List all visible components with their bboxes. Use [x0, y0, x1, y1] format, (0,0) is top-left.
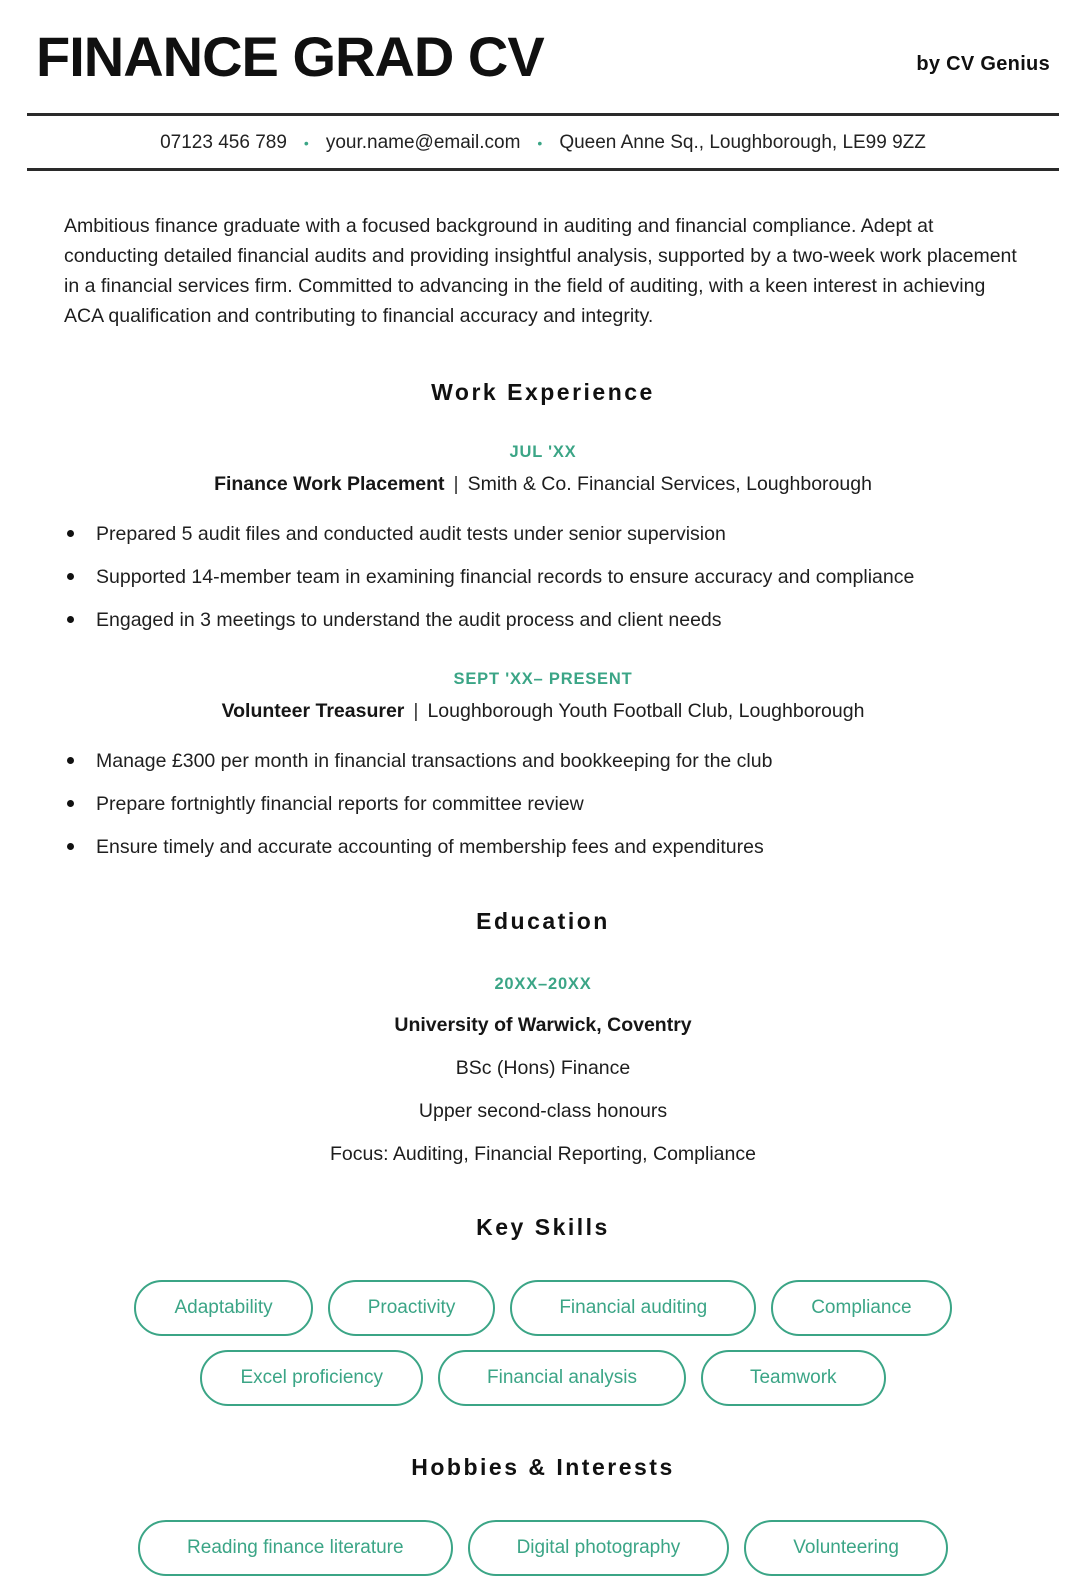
contact-address: Queen Anne Sq., Loughborough, LE99 9ZZ — [559, 131, 926, 153]
section-heading-key-skills: Key Skills — [476, 1213, 610, 1240]
job-role: Volunteer Treasurer — [221, 699, 405, 722]
job-bullet: Prepare fortnightly financial reports for committee review — [64, 791, 1022, 817]
contact-phone: 07123 456 789 — [160, 131, 287, 153]
education-degree: BSc (Hons) Finance — [455, 1056, 631, 1079]
hobbies-row — [0, 1520, 1086, 1576]
hobby-pill: Volunteering — [744, 1520, 948, 1576]
job-date: JUL 'XX — [509, 442, 577, 461]
skill-pill: Financial auditing — [510, 1280, 756, 1336]
education-focus: Focus: Auditing, Financial Reporting, Compliance — [330, 1142, 756, 1165]
header-rule-bottom — [27, 168, 1059, 171]
skills-row-1 — [0, 1280, 1086, 1336]
education-grade: Upper second-class honours — [418, 1099, 668, 1122]
pipe-separator: | — [413, 699, 419, 722]
education-date: 20XX–20XX — [494, 974, 592, 993]
contact-email: your.name@email.com — [325, 131, 521, 153]
masthead — [0, 25, 1086, 88]
job-bullet: Engaged in 3 meetings to understand the audit process and client needs — [64, 607, 1022, 633]
job-entry — [0, 670, 1086, 860]
byline: by CV Genius — [916, 52, 1050, 75]
skill-pill: Proactivity — [328, 1280, 496, 1336]
job-date: SEPT 'XX– PRESENT — [453, 669, 633, 688]
job-bullet: Supported 14-member team in examining financial records to ensure accuracy and compliance — [64, 564, 1022, 590]
section-heading-work-experience: Work Experience — [431, 378, 655, 405]
education-entry — [0, 975, 1086, 1166]
job-title-line — [0, 473, 1086, 496]
hobby-pill: Digital photography — [468, 1520, 730, 1576]
job-title-line — [0, 700, 1086, 723]
page-title: FINANCE GRAD CV — [36, 25, 544, 88]
contact-bar — [0, 116, 1086, 168]
job-bullet: Manage £300 per month in financial transactions and bookkeeping for the club — [64, 748, 1022, 774]
dot-separator-icon: • — [537, 134, 543, 151]
section-heading-hobbies: Hobbies & Interests — [411, 1453, 675, 1480]
job-bullet-list — [0, 521, 1086, 633]
section-heading-education: Education — [476, 907, 610, 934]
summary-paragraph: Ambitious finance graduate with a focused background in auditing and financial compliance. Adept at conducting detailed financial audits and providing insightful analysis, supported by a two-week work placement in a financial services firm. Committed to advancing in the field of auditing, with a keen interest in achieving ACA qualification and contributing to financial accuracy and integrity. — [64, 214, 1017, 327]
skill-pill: Financial analysis — [438, 1350, 686, 1406]
job-org: Smith & Co. Financial Services, Loughborough — [467, 472, 872, 495]
job-bullet: Prepared 5 audit files and conducted audit tests under senior supervision — [64, 521, 1022, 547]
skill-pill: Excel proficiency — [200, 1350, 423, 1406]
job-bullet: Ensure timely and accurate accounting of membership fees and expenditures — [64, 834, 1022, 860]
skills-row-2 — [0, 1350, 1086, 1406]
job-entry — [0, 443, 1086, 633]
skill-pill: Teamwork — [701, 1350, 886, 1406]
job-role: Finance Work Placement — [214, 472, 445, 495]
dot-separator-icon: • — [303, 134, 309, 151]
skill-pill: Adaptability — [134, 1280, 312, 1336]
skill-pill: Compliance — [771, 1280, 951, 1336]
education-school: University of Warwick, Coventry — [394, 1013, 692, 1036]
job-bullet-list — [0, 748, 1086, 860]
hobby-pill: Reading finance literature — [138, 1520, 453, 1576]
pipe-separator: | — [453, 472, 459, 495]
job-org: Loughborough Youth Football Club, Loughborough — [427, 699, 865, 722]
